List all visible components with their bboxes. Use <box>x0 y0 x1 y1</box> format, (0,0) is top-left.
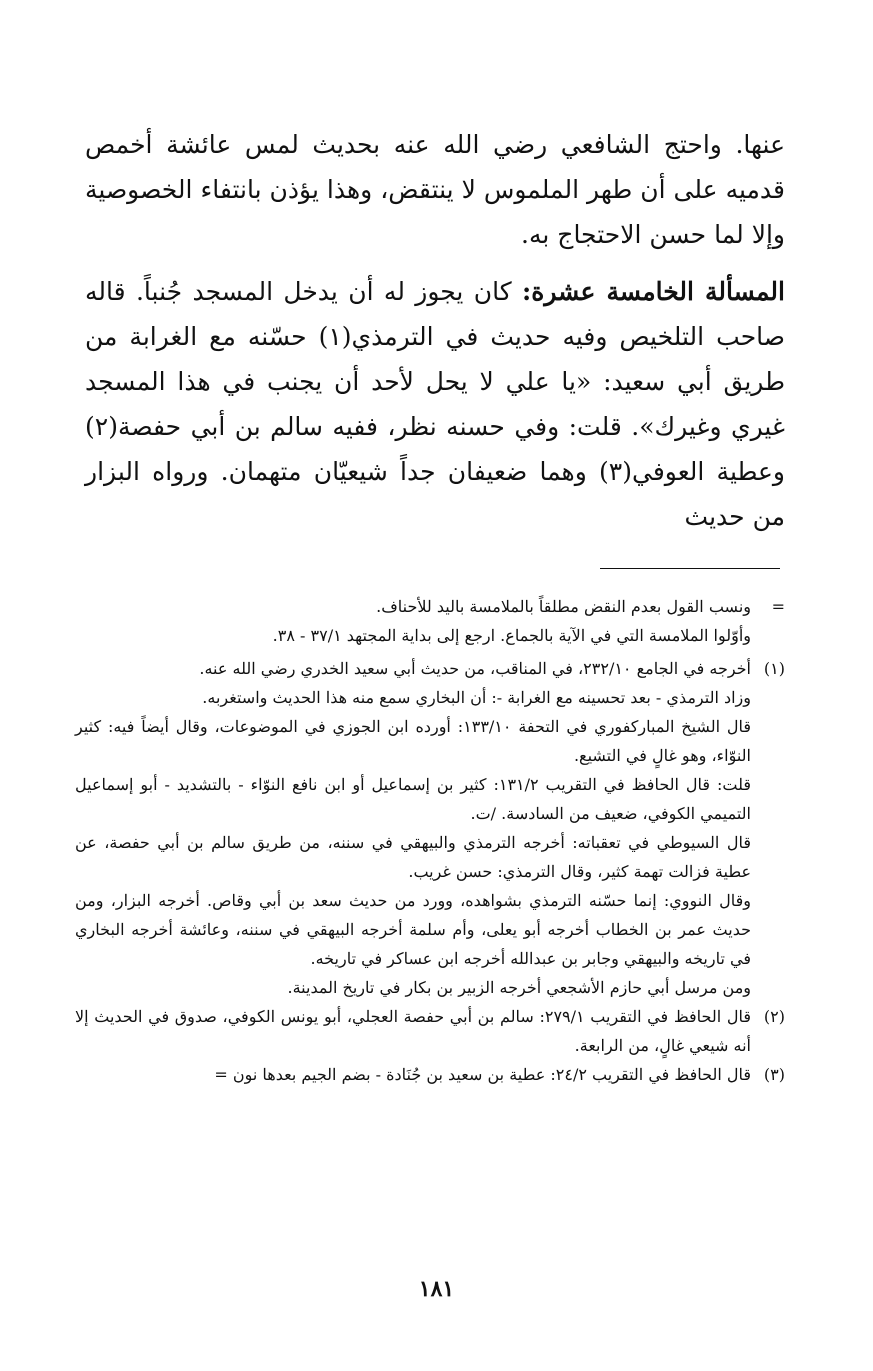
footnote-line: قال الحافظ في التقريب ٢٤/٢: عطية بن سعيد بن جُنَادة - بضم الجيم بعدها نون = <box>214 1065 751 1084</box>
footnote-line: ونسب القول بعدم النقض مطلقاً بالملامسة باليد للأحناف. <box>376 597 751 616</box>
issue-body: كان يجوز له أن يدخل المسجد جُنباً. قاله صاحب التلخيص وفيه حديث في الترمذي(١) حسّنه مع الغرابة من طريق أبي سعيد: «يا علي لا يحل لأحد أن يجنب في هذا المسجد غيري وغيرك». قلت: وفي حسنه نظر، ففيه سالم بن أبي حفصة(٢) وعطية العوفي(٣) وهما ضعيفان جداً شيعيّان متهمان. ورواه البزار من حديث <box>85 277 785 531</box>
footnote-separator <box>600 568 780 569</box>
footnote-line: قال السيوطي في تعقباته: أخرجه الترمذي والبيهقي في سننه، من طريق سالم بن أبي حفصة، عن عطية فزالت تهمة كثير، وقال الترمذي: حسن غريب. <box>75 833 751 881</box>
footnote-1 <box>75 654 785 1002</box>
footnote-marker: (٢) <box>763 1007 785 1026</box>
footnote-2 <box>75 1002 785 1060</box>
footnotes <box>75 592 785 1089</box>
main-paragraph: عنها. واحتج الشافعي رضي الله عنه بحديث لمس عائشة أخمص قدميه على أن طهر الملموس لا ينتقض، وهذا يؤذن بانتفاء الخصوصية وإلا لما حسن الاحتجاج به. <box>85 130 785 249</box>
page-number: ١٨١ <box>418 1276 455 1302</box>
footnote-line: قال الحافظ في التقريب ٢٧٩/١: سالم بن أبي حفصة العجلي، أبو يونس الكوفي، صدوق في الحديث إلا أنه شيعي غالٍ، من الرابعة. <box>75 1007 751 1055</box>
footnote-3 <box>75 1060 785 1089</box>
footnote-marker: (٣) <box>763 1065 785 1084</box>
footnote-marker: = <box>771 597 785 616</box>
footnote-line: وقال النووي: إنما حسّنه الترمذي بشواهده، وورد من حديث سعد بن أبي وقاص. أخرجه البزار، ومن حديث عمر بن الخطاب أخرجه أبو يعلى، وأم سلمة أخرجه البيهقي في سننه، وعائشة أخرجه البخاري في تاريخه والبيهقي وجابر بن عبدالله أخرجه ابن عساكر في تاريخه. <box>75 891 751 968</box>
footnote-line: وأوّلوا الملامسة التي في الآية بالجماع. ارجع إلى بداية المجتهد ٣٧/١ - ٣٨. <box>272 626 751 645</box>
footnote-marker: (١) <box>763 659 785 678</box>
footnote-line: قال الشيخ المباركفوري في التحفة ١٣٣/١٠: أورده ابن الجوزي في الموضوعات، وقال أيضاً فيه: كثير النوّاء، وهو غالٍ في التشيع. <box>75 717 752 765</box>
main-text <box>85 122 785 539</box>
footnote-continuation <box>75 592 785 650</box>
main-paragraph <box>85 269 785 539</box>
footnote-line: قلت: قال الحافظ في التقريب ١٣١/٢: كثير بن إسماعيل أو ابن نافع النوّاء - بالتشديد - أبو إسماعيل التميمي الكوفي، ضعيف من السادسة. /ت. <box>75 775 752 823</box>
footnote-line: وزاد الترمذي - بعد تحسينه مع الغرابة -: أن البخاري سمع منه هذا الحديث واستغربه. <box>202 688 751 707</box>
issue-heading: المسألة الخامسة عشرة: <box>522 277 785 306</box>
footnote-line: أخرجه في الجامع ٢٣٢/١٠، في المناقب، من حديث أبي سعيد الخدري رضي الله عنه. <box>199 659 751 678</box>
footnote-line: ومن مرسل أبي حازم الأشجعي أخرجه الزبير بن بكار في تاريخ المدينة. <box>287 978 751 997</box>
